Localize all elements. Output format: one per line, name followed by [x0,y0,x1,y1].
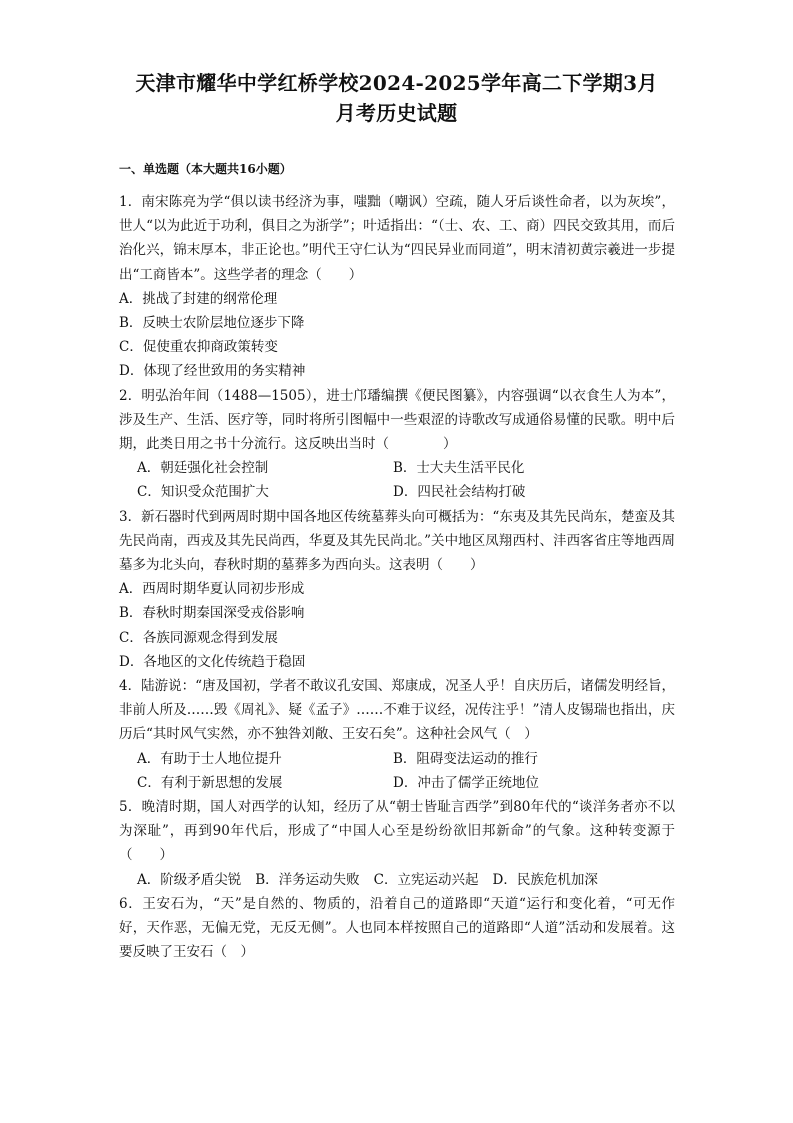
option-grid [119,747,675,795]
option-b: B．春秋时期秦国深受戎俗影响 [119,605,305,622]
question-4 [119,674,675,795]
option-a: A．朝廷强化社会控制 [137,460,269,477]
option-grid [119,456,675,504]
option-b: B．洋务运动失败 [255,871,360,888]
option-b: B．反映士农阶层地位逐步下降 [119,315,305,332]
question-stem: 2．明弘治年间（1488—1505），进士邝璠编撰《便民图纂》，内容强调“以衣食生人为本”，涉及生产、生活、医疗等，同时将所引图幅中一些艰涩的诗歌改写成通俗易懂的民歌。明中后期，此类日用之书十分流行。这反映出当时（ ） [119,387,675,453]
question-2 [119,384,675,505]
option-c: C．有利于新思想的发展 [137,774,283,791]
option-c: C．促使重农抑商政策转变 [119,339,278,356]
option-d: D．各地区的文化传统趋于稳固 [119,653,306,670]
option-c: C．各族同源观念得到发展 [119,629,278,646]
title-line-1: 天津市耀华中学红桥学校2024-2025学年高二下学期3月 [135,71,658,95]
question-1 [119,190,675,384]
option-b: B．士大夫生活平民化 [393,460,525,477]
question-stem: 6．王安石为，“天”是自然的、物质的，沿着自己的道路即“天道“运行和变化着，“可无作好，天作恶，无偏无党，无反无侧”。人也同本样按照自己的道路即“人道”活动和发展着。这要反映了王安石（ ） [119,895,675,961]
question-6 [119,892,675,965]
option-a: A．挑战了封建的纲常伦理 [119,290,278,307]
option-a: A．西周时期华夏认同初步形成 [119,581,305,598]
option-d: D．四民社会结构打破 [393,484,526,501]
document-title [100,68,693,128]
question-stem: 5．晚清时期，国人对西学的认知，经历了从“朝士皆耻言西学”到80年代的“谈洋务者亦不以为深耻”，再到90年代后，形成了“中国人心至是纷纷欲旧邦新命”的气象。这种转变源于（ ） [119,799,675,864]
option-row [119,868,675,892]
option-d: D．体现了经世致用的务实精神 [119,363,306,380]
option-c: C．立宪运动兴起 [373,871,479,888]
question-stem: 4．陆游说：“唐及国初，学者不敢议孔安国、郑康成，况圣人乎！自庆历后，诸儒发明经旨，非前人所及……毁《周礼》、疑《孟子》……不难于议经，况传注乎！”清人皮锡瑞也指出，庆历后“其时风气实然，亦不独咎刘敞、王安石矣”。这种社会风气（ ） [119,678,675,743]
title-line-2: 月考历史试题 [335,101,458,125]
option-a: A．有助于士人地位提升 [137,750,282,767]
question-3 [119,505,675,674]
option-a: A．阶级矛盾尖锐 [137,871,242,888]
option-d: D．冲击了儒学正统地位 [393,774,539,791]
question-stem: 1．南宋陈亮为学“俱以读书经济为事，嗤黜（嘲讽）空疏，随人牙后谈性命者，以为灰埃”，世人“以为此近于功利，俱目之为浙学”；叶适指出：“（士、农、工、商）四民交致其用，而后治化兴，锦末厚本，非正论也。”明代王守仁认为“四民异业而同道”，明末清初黄宗羲进一步提出“工商皆本”。这些学者的理念（ ） [119,194,675,283]
section-heading: 一、单选题（本大题共16小题） [119,162,292,176]
option-d: D．民族危机加深 [492,871,598,888]
question-stem: 3．新石器时代到两周时期中国各地区传统墓葬头向可概括为：“东夷及其先民尚东，楚蛮及其先民尚南，西戎及其先民尚西，华夏及其先民尚北。”关中地区凤翔西村、沣西客省庄等地西周墓多为北头向，春秋时期的墓葬多为西向头。这表明（ ） [119,508,675,574]
option-b: B．阻碍变法运动的推行 [393,750,538,767]
question-5 [119,795,675,892]
option-c: C．知识受众范围扩大 [137,484,269,501]
question-list [119,190,675,965]
